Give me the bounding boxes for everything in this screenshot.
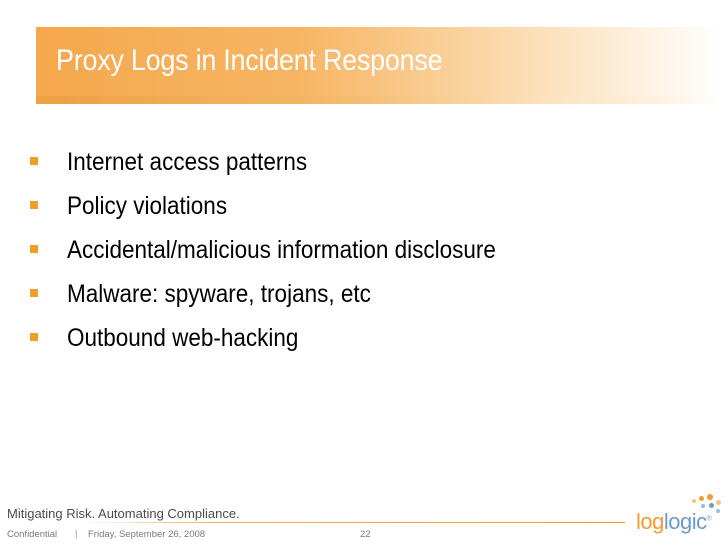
logo-registered-mark: ® xyxy=(706,515,712,523)
footer-tagline: Mitigating Risk. Automating Compliance. xyxy=(7,506,240,521)
bullet-square-icon xyxy=(30,245,38,253)
bullet-item xyxy=(30,140,544,184)
bullet-text: Malware: spyware, trojans, etc xyxy=(67,279,371,308)
logo-text-log: log xyxy=(636,509,664,534)
bullet-item xyxy=(30,228,544,272)
footer-confidential: Confidential xyxy=(7,529,58,540)
bullet-item xyxy=(30,316,544,360)
bullet-list xyxy=(30,140,544,360)
bullet-item xyxy=(30,184,544,228)
bullet-square-icon xyxy=(30,333,38,341)
slide-title: Proxy Logs in Incident Response xyxy=(56,44,443,77)
bullet-text: Internet access patterns xyxy=(67,147,308,176)
bullet-item xyxy=(30,272,544,316)
bullet-text: Accidental/malicious information disclosure xyxy=(67,235,496,264)
logo-wordmark xyxy=(636,509,711,535)
bullet-square-icon xyxy=(30,157,38,165)
bullet-text: Outbound web-hacking xyxy=(67,323,299,352)
bullet-square-icon xyxy=(30,289,38,297)
logo-text-logic: logic xyxy=(663,509,707,534)
bullet-text: Policy violations xyxy=(67,191,228,220)
footer-divider xyxy=(80,522,625,523)
footer-separator: | xyxy=(75,528,78,539)
bullet-square-icon xyxy=(30,201,38,209)
page-number: 22 xyxy=(360,529,371,540)
footer-date: Friday, September 26, 2008 xyxy=(88,529,206,540)
loglogic-logo xyxy=(634,493,724,539)
